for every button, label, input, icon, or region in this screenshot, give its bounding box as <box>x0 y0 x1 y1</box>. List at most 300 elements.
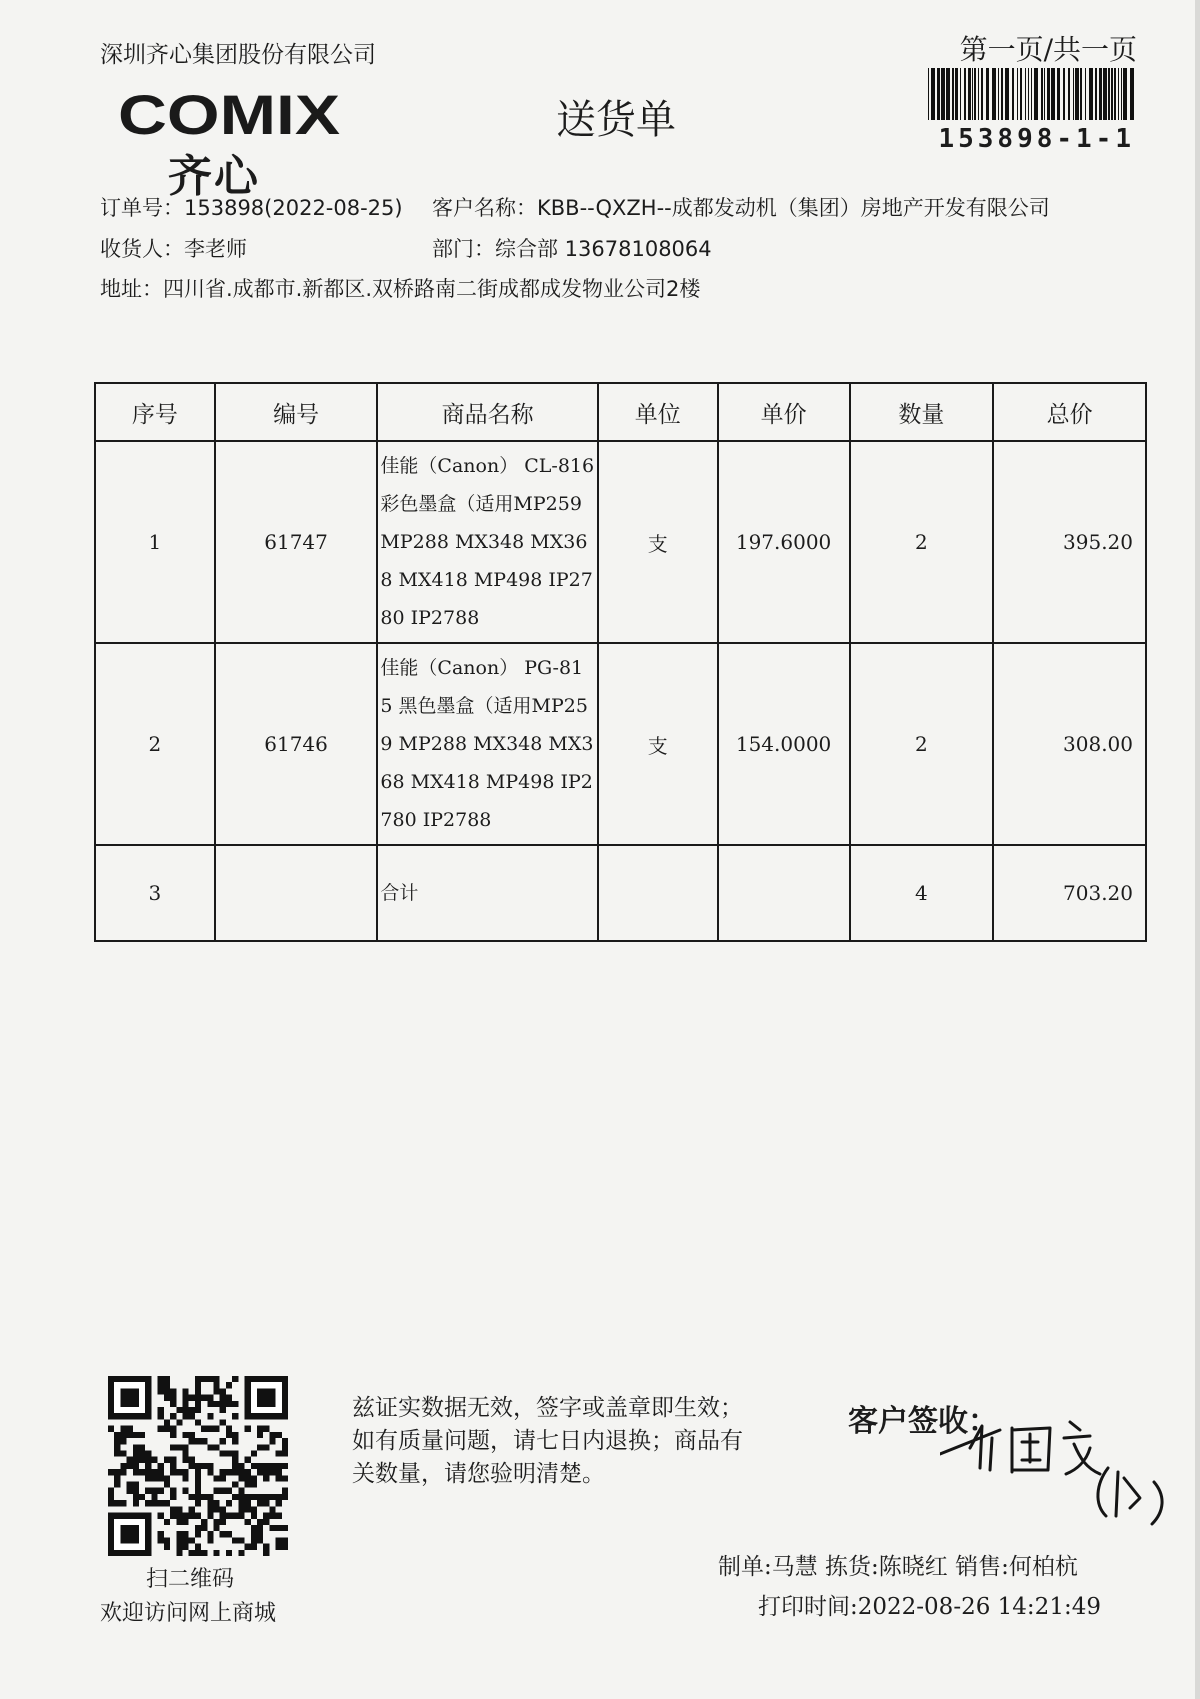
qr-module <box>114 1482 120 1488</box>
qr-module <box>182 1513 188 1519</box>
qr-module <box>120 1469 126 1475</box>
qr-module <box>189 1457 195 1463</box>
qr-module <box>127 1482 133 1488</box>
qr-module <box>164 1519 170 1525</box>
qr-module <box>263 1500 269 1506</box>
table-row <box>95 643 1146 845</box>
qr-module <box>195 1513 201 1519</box>
qr-module <box>195 1500 201 1506</box>
qr-module <box>201 1550 207 1556</box>
qr-module <box>226 1488 232 1494</box>
qr-module <box>263 1444 269 1450</box>
qr-module <box>201 1426 207 1432</box>
qr-module <box>220 1506 226 1512</box>
qr-module <box>245 1500 251 1506</box>
qr-module <box>207 1506 213 1512</box>
barcode-bar <box>1075 68 1079 120</box>
qr-module <box>282 1488 288 1494</box>
qr-module <box>151 1475 157 1481</box>
qr-module <box>282 1450 288 1456</box>
qr-module <box>263 1550 269 1556</box>
qr-module <box>214 1426 220 1432</box>
qr-module <box>158 1407 164 1413</box>
qr-module <box>220 1469 226 1475</box>
qr-module <box>214 1519 220 1525</box>
qr-module <box>226 1469 232 1475</box>
qr-module <box>151 1488 157 1494</box>
qr-module <box>257 1469 263 1475</box>
qr-module <box>158 1537 164 1543</box>
qr-module <box>189 1407 195 1413</box>
qr-module <box>120 1450 126 1456</box>
qr-module <box>220 1395 226 1401</box>
qr-module <box>158 1488 164 1494</box>
qr-module <box>176 1537 182 1543</box>
barcode-bar <box>1073 68 1074 120</box>
barcode-bar <box>1044 68 1045 120</box>
qr-module <box>207 1537 213 1543</box>
qr-module <box>158 1500 164 1506</box>
qr-module <box>182 1519 188 1525</box>
qr-module <box>195 1388 201 1394</box>
qr-module <box>145 1450 151 1456</box>
qr-module <box>238 1469 244 1475</box>
qr-module <box>170 1463 176 1469</box>
qr-module <box>263 1513 269 1519</box>
cell-unit-price <box>718 845 850 941</box>
qr-module <box>201 1525 207 1531</box>
qr-module <box>139 1494 145 1500</box>
qr-module <box>232 1413 238 1419</box>
qr-module <box>226 1432 232 1438</box>
qr-module <box>207 1513 213 1519</box>
qr-module <box>207 1413 213 1419</box>
qr-module <box>133 1457 139 1463</box>
qr-module <box>263 1463 269 1469</box>
qr-module <box>220 1519 226 1525</box>
barcode-bar <box>1041 68 1043 120</box>
qr-module <box>276 1469 282 1475</box>
qr-caption-shop: 欢迎访问网上商城 <box>100 1601 277 1626</box>
barcode-bar <box>986 68 989 120</box>
header-total-price: 总价 <box>993 383 1146 441</box>
qr-module <box>182 1544 188 1550</box>
qr-module <box>214 1388 220 1394</box>
qr-module <box>170 1426 176 1432</box>
barcode-bar <box>1111 68 1113 120</box>
qr-module <box>170 1469 176 1475</box>
qr-module <box>170 1488 176 1494</box>
qr-module <box>269 1525 275 1531</box>
qr-module <box>232 1401 238 1407</box>
qr-module <box>263 1544 269 1550</box>
cell-total-price: 395.20 <box>993 441 1146 643</box>
qr-module <box>158 1463 164 1469</box>
qr-caption-scan: 扫二维码 <box>146 1567 235 1592</box>
qr-module <box>282 1438 288 1444</box>
cell-unit <box>598 845 718 941</box>
qr-module <box>151 1457 157 1463</box>
qr-module <box>189 1395 195 1401</box>
qr-module <box>232 1537 238 1543</box>
qr-finder-pattern <box>257 1388 276 1407</box>
qr-module <box>189 1550 195 1556</box>
qr-module <box>207 1531 213 1537</box>
qr-module <box>238 1494 244 1500</box>
qr-module <box>133 1469 139 1475</box>
table-total-row <box>95 845 1146 941</box>
barcode-bar <box>972 68 973 120</box>
qr-module <box>108 1426 114 1432</box>
qr-module <box>232 1438 238 1444</box>
qr-module <box>276 1544 282 1550</box>
qr-module <box>201 1438 207 1444</box>
company-name: 深圳齐心集团股份有限公司 <box>100 42 376 68</box>
qr-module <box>182 1432 188 1438</box>
qr-module <box>189 1494 195 1500</box>
qr-module <box>114 1475 120 1481</box>
qr-module <box>220 1475 226 1481</box>
qr-module <box>276 1537 282 1543</box>
qr-module <box>108 1469 114 1475</box>
qr-module <box>226 1531 232 1537</box>
qr-module <box>182 1450 188 1456</box>
barcode-bar <box>1031 68 1032 120</box>
qr-module <box>251 1506 257 1512</box>
barcode-bar <box>1103 68 1107 120</box>
customer-name: 客户名称：KBB--QXZH--成都发动机（集团）房地产开发有限公司 <box>432 196 1050 220</box>
qr-module <box>257 1494 263 1500</box>
qr-module <box>195 1531 201 1537</box>
barcode-bar <box>968 68 971 120</box>
qr-module <box>282 1544 288 1550</box>
barcode-bar <box>998 68 999 120</box>
qr-module <box>220 1513 226 1519</box>
qr-module <box>195 1376 201 1382</box>
qr-module <box>238 1488 244 1494</box>
qr-module <box>120 1426 126 1432</box>
qr-module <box>182 1488 188 1494</box>
qr-module <box>195 1438 201 1444</box>
qr-module <box>120 1463 126 1469</box>
qr-module <box>195 1475 201 1481</box>
barcode-bar <box>964 68 966 120</box>
qr-finder-pattern <box>120 1525 139 1544</box>
barcode-bar <box>992 68 996 120</box>
qr-module <box>127 1463 133 1469</box>
comix-logo <box>118 86 350 144</box>
print-time: 打印时间:2022-08-26 14:21:49 <box>758 1594 1101 1620</box>
qr-module <box>164 1382 170 1388</box>
qr-module <box>269 1506 275 1512</box>
qr-module <box>176 1519 182 1525</box>
qr-module <box>158 1469 164 1475</box>
qr-module <box>276 1494 282 1500</box>
qr-module <box>170 1506 176 1512</box>
qr-module <box>145 1463 151 1469</box>
barcode-bar <box>1005 68 1009 120</box>
barcode-bar <box>960 68 961 120</box>
qr-module <box>282 1444 288 1450</box>
qr-module <box>269 1463 275 1469</box>
qr-finder-pattern <box>120 1388 139 1407</box>
cell-unit: 支 <box>598 643 718 845</box>
qr-module <box>220 1531 226 1537</box>
qr-module <box>127 1457 133 1463</box>
qr-module <box>207 1463 213 1469</box>
cell-product-name: 佳能（Canon） PG-815 黑色墨盒（适用MP259 MP288 MX348 MX368 MX418 MP498 IP2780 IP2788 <box>377 643 597 845</box>
qr-module <box>282 1475 288 1481</box>
qr-module <box>251 1463 257 1469</box>
barcode-number: 153898-1-1 <box>938 124 1135 154</box>
qr-module <box>201 1395 207 1401</box>
qr-module <box>170 1388 176 1394</box>
qr-module <box>214 1488 220 1494</box>
barcode-bar <box>1108 68 1110 120</box>
qr-module <box>114 1450 120 1456</box>
qr-module <box>164 1500 170 1506</box>
qr-module <box>226 1382 232 1388</box>
barcode-bar <box>928 68 929 120</box>
qr-module <box>195 1488 201 1494</box>
qr-module <box>158 1426 164 1432</box>
qr-module <box>214 1376 220 1382</box>
qr-module <box>251 1494 257 1500</box>
qr-module <box>220 1401 226 1407</box>
notice-text: 兹证实数据无效，签字或盖章即生效；如有质量问题，请七日内退换；商品有关数量，请您验明清楚。 <box>352 1395 743 1487</box>
qr-module <box>195 1395 201 1401</box>
qr-module <box>201 1494 207 1500</box>
qr-module <box>182 1395 188 1401</box>
barcode-bar <box>1114 68 1116 120</box>
page-indicator: 第一页/共一页 <box>959 33 1137 66</box>
qr-module <box>276 1500 282 1506</box>
qr-module <box>214 1475 220 1481</box>
barcode-bar <box>1034 68 1038 120</box>
barcode-bar <box>1017 68 1018 120</box>
qr-module <box>133 1500 139 1506</box>
qr-module <box>133 1463 139 1469</box>
qr-module <box>133 1494 139 1500</box>
barcode-bar <box>1123 68 1127 120</box>
qr-module <box>232 1482 238 1488</box>
customer-sign-label: 客户签收： <box>848 1404 998 1439</box>
barcode-bar <box>978 68 979 120</box>
qr-module <box>114 1500 120 1506</box>
qr-module <box>238 1513 244 1519</box>
comix-logo-chinese: 齐心 <box>168 151 260 202</box>
cell-unit: 支 <box>598 441 718 643</box>
qr-module <box>269 1513 275 1519</box>
cell-seq: 2 <box>95 643 215 845</box>
qr-module <box>145 1457 151 1463</box>
qr-module <box>276 1525 282 1531</box>
qr-module <box>114 1469 120 1475</box>
qr-module <box>108 1494 114 1500</box>
qr-module <box>182 1531 188 1537</box>
qr-module <box>207 1401 213 1407</box>
qr-module <box>164 1395 170 1401</box>
qr-module <box>114 1444 120 1450</box>
qr-module <box>214 1444 220 1450</box>
cell-total-quantity: 4 <box>850 845 994 941</box>
department: 部门：综合部 13678108064 <box>432 237 712 261</box>
qr-module <box>232 1513 238 1519</box>
qr-module <box>145 1488 151 1494</box>
qr-module <box>158 1376 164 1382</box>
barcode-bar <box>1001 68 1003 120</box>
qr-module <box>232 1494 238 1500</box>
qr-module <box>226 1395 232 1401</box>
qr-module <box>170 1401 176 1407</box>
barcode-bar <box>1099 68 1102 120</box>
barcode-bar <box>1089 68 1093 120</box>
qr-module <box>220 1407 226 1413</box>
cell-quantity: 2 <box>850 643 994 845</box>
address: 地址：四川省.成都市.新都区.双桥路南二街成都成发物业公司2楼 <box>100 277 701 301</box>
qr-module <box>263 1494 269 1500</box>
qr-module <box>151 1494 157 1500</box>
barcode-bar <box>1063 68 1065 120</box>
qr-module <box>257 1500 263 1506</box>
qr-module <box>158 1513 164 1519</box>
qr-module <box>232 1376 238 1382</box>
qr-module <box>269 1438 275 1444</box>
qr-module <box>220 1419 226 1425</box>
qr-module <box>170 1432 176 1438</box>
qr-module <box>257 1444 263 1450</box>
qr-module <box>201 1463 207 1469</box>
qr-module <box>195 1382 201 1388</box>
qr-module <box>176 1531 182 1537</box>
staff-info: 制单:马慧 拣货:陈晓红 销售:何柏杭 <box>718 1554 1078 1580</box>
barcode-bar <box>952 68 954 120</box>
qr-module <box>182 1457 188 1463</box>
qr-module <box>263 1469 269 1475</box>
qr-module <box>207 1500 213 1506</box>
barcode <box>928 68 1138 120</box>
barcode-bar <box>1047 68 1050 120</box>
qr-module <box>232 1450 238 1456</box>
qr-module <box>238 1506 244 1512</box>
qr-module <box>251 1450 257 1456</box>
cell-code: 61746 <box>215 643 378 845</box>
qr-module <box>189 1438 195 1444</box>
document-title: 送货单 <box>556 97 676 143</box>
qr-module <box>257 1537 263 1543</box>
qr-module <box>269 1494 275 1500</box>
barcode-bar <box>1118 68 1119 120</box>
qr-module <box>164 1544 170 1550</box>
qr-module <box>170 1413 176 1419</box>
qr-module <box>133 1444 139 1450</box>
qr-module <box>170 1457 176 1463</box>
qr-module <box>170 1395 176 1401</box>
qr-module <box>145 1500 151 1506</box>
qr-module <box>276 1450 282 1456</box>
barcode-bar <box>1080 68 1082 120</box>
header-quantity: 数量 <box>850 383 994 441</box>
qr-module <box>195 1419 201 1425</box>
qr-module <box>164 1475 170 1481</box>
qr-module <box>257 1525 263 1531</box>
qr-module <box>201 1376 207 1382</box>
qr-module <box>232 1463 238 1469</box>
qr-module <box>170 1513 176 1519</box>
cell-total-label: 合计 <box>377 845 597 941</box>
qr-module <box>207 1376 213 1382</box>
qr-module <box>238 1550 244 1556</box>
qr-module <box>282 1463 288 1469</box>
header-seq: 序号 <box>95 383 215 441</box>
qr-module <box>139 1457 145 1463</box>
qr-module <box>251 1513 257 1519</box>
qr-module <box>114 1432 120 1438</box>
qr-module <box>133 1488 139 1494</box>
order-number: 订单号：153898(2022-08-25) <box>100 196 403 220</box>
qr-module <box>176 1550 182 1556</box>
qr-module <box>182 1413 188 1419</box>
qr-module <box>245 1519 251 1525</box>
qr-module <box>164 1376 170 1382</box>
qr-module <box>257 1463 263 1469</box>
qr-module <box>139 1469 145 1475</box>
qr-module <box>245 1482 251 1488</box>
comix-logo-text: COMIX <box>118 86 340 144</box>
qr-module <box>207 1395 213 1401</box>
barcode-bar <box>946 68 950 120</box>
cell-unit-price: 197.6000 <box>718 441 850 643</box>
barcode-bar <box>1028 68 1029 120</box>
qr-module <box>176 1469 182 1475</box>
cell-grand-total: 703.20 <box>993 845 1146 941</box>
barcode-bar <box>1025 68 1026 120</box>
header-code: 编号 <box>215 383 378 441</box>
qr-module <box>226 1500 232 1506</box>
qr-module <box>232 1457 238 1463</box>
qr-module <box>207 1426 213 1432</box>
qr-module <box>245 1426 251 1432</box>
qr-module <box>151 1500 157 1506</box>
qr-module <box>151 1469 157 1475</box>
qr-module <box>127 1488 133 1494</box>
table-header-row <box>95 383 1146 441</box>
qr-module <box>127 1426 133 1432</box>
cell-unit-price: 154.0000 <box>718 643 850 845</box>
qr-module <box>220 1488 226 1494</box>
qr-module <box>164 1482 170 1488</box>
qr-module <box>176 1513 182 1519</box>
qr-module <box>189 1463 195 1469</box>
qr-module <box>251 1531 257 1537</box>
qr-module <box>176 1444 182 1450</box>
barcode-bar <box>1085 68 1086 120</box>
cell-seq: 3 <box>95 845 215 941</box>
qr-module <box>195 1463 201 1469</box>
qr-module <box>245 1457 251 1463</box>
barcode-bar <box>1020 68 1022 120</box>
qr-module <box>182 1388 188 1394</box>
qr-module <box>195 1544 201 1550</box>
qr-module <box>263 1475 269 1481</box>
receiver: 收货人：李老师 <box>100 237 247 261</box>
qr-module <box>257 1519 263 1525</box>
qr-module <box>158 1413 164 1419</box>
qr-module <box>182 1407 188 1413</box>
items-table <box>94 382 1147 942</box>
qr-module <box>127 1432 133 1438</box>
qr-module <box>164 1537 170 1543</box>
